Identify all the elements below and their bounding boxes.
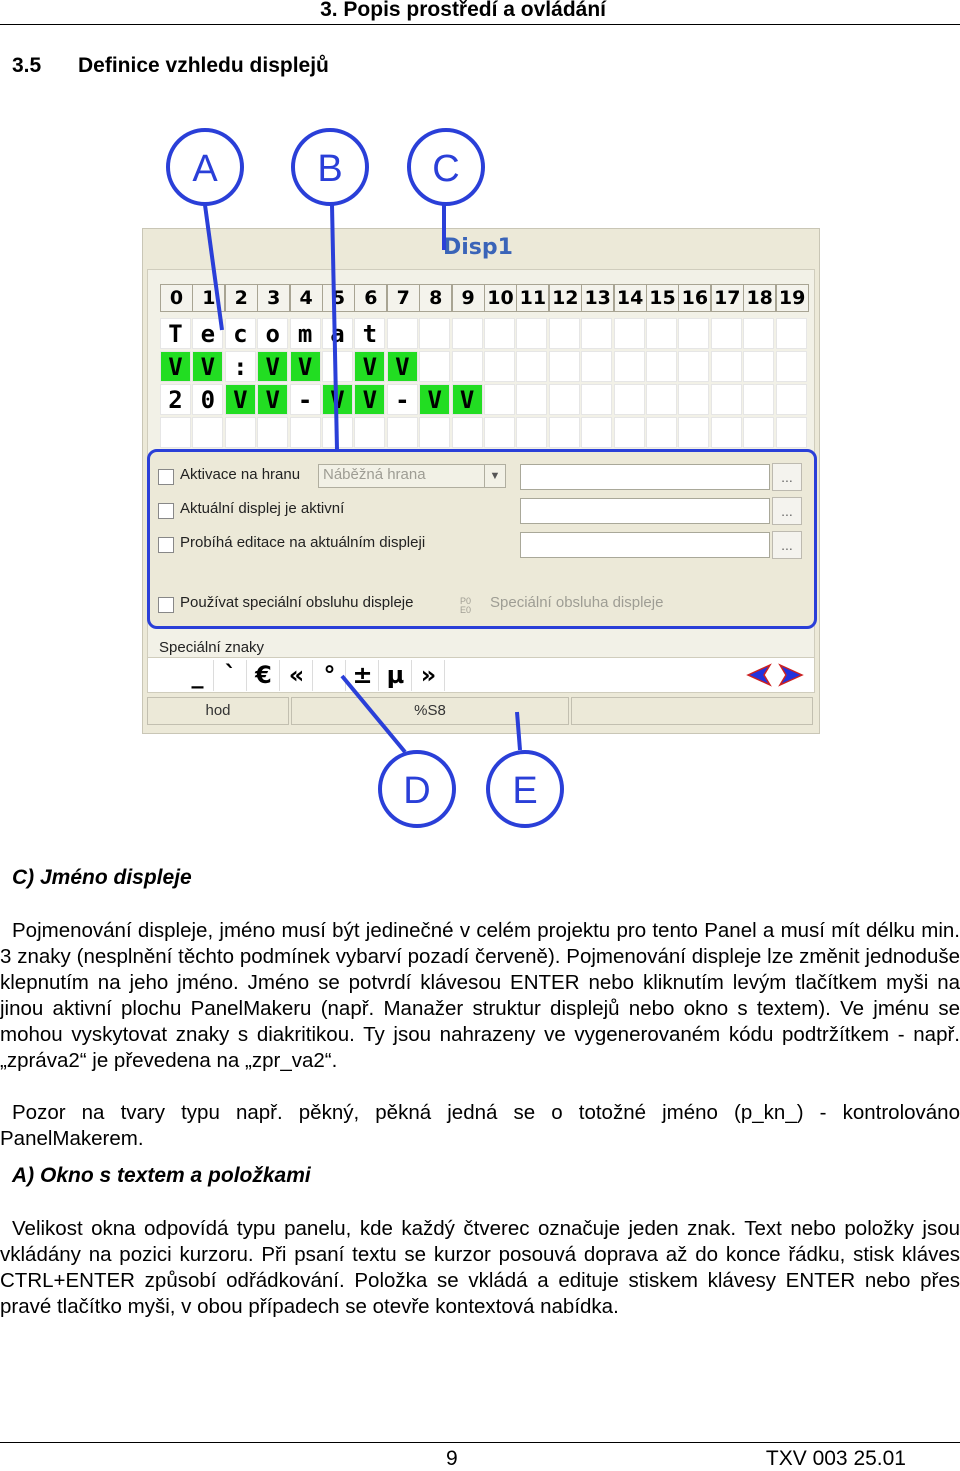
section-title: Definice vzhledu displejů — [78, 54, 329, 77]
callout-d-label: D — [403, 770, 431, 812]
grid-cell[interactable]: V — [419, 384, 450, 415]
grid-cell[interactable]: : — [225, 351, 256, 382]
column-index: 6 — [354, 284, 387, 312]
edge-activation-label: Aktivace na hranu — [180, 466, 301, 483]
grid-cell[interactable]: - — [387, 384, 418, 415]
heading-display-name: C) Jméno displeje — [12, 866, 192, 889]
column-index: 7 — [387, 284, 420, 312]
column-index: 5 — [322, 284, 355, 312]
callout-e-pointer — [517, 712, 520, 750]
special-char-button[interactable]: « — [281, 660, 313, 691]
special-chars-label: Speciální znaky — [159, 639, 265, 656]
callout-e-label: E — [512, 770, 538, 812]
heading-text-window: A) Okno s textem a položkami — [12, 1164, 311, 1187]
special-handler-label[interactable]: Speciální obsluha displeje — [490, 594, 664, 611]
column-index: 10 — [484, 284, 517, 312]
special-char-button[interactable]: µ — [380, 660, 412, 691]
special-char-button[interactable]: ° — [314, 660, 346, 691]
status-item: %S8 — [291, 697, 569, 725]
column-index: 2 — [225, 284, 258, 312]
footer-rule — [0, 1442, 960, 1443]
edge-browse-button[interactable]: ... — [772, 463, 802, 491]
document-id: TXV 003 25.01 — [765, 1447, 906, 1470]
callout-d-pointer — [342, 676, 405, 752]
column-index: 12 — [549, 284, 582, 312]
editing-browse-button[interactable]: ... — [772, 531, 802, 559]
column-index: 1 — [192, 284, 225, 312]
grid-cell[interactable]: V — [354, 351, 385, 382]
callout-b-label: B — [317, 148, 343, 190]
column-index: 11 — [516, 284, 549, 312]
column-index: 19 — [776, 284, 809, 312]
grid-cell[interactable]: 2 — [160, 384, 191, 415]
grid-cell[interactable]: m — [290, 318, 321, 349]
paragraph-display-name: Pojmenování displeje, jméno musí být jedinečné v celém projektu pro tento Panel a musí mít délku min. 3 znaky (nesplnění těchto podmínek vybarví pozadí červeně). Pojmenování displeje lze změnit jednoduše klepnutím na jeho jméno. Jméno se potvrdí klávesou ENTER nebo kliknutím levým tlačítkem myši na jinou aktivní plochu PanelMakeru (např. Manažer struktur displejů nebo okno s textem). Ve jménu se mohou vyskytovat znaky s diakritikou. Ty jsou nahrazeny ve vygenerovaném kódu podtržítkem - např. „zpráva2“ je převedena na „zpr_va2“. — [0, 919, 960, 1072]
grid-cell[interactable]: V — [354, 384, 385, 415]
grid-cell[interactable]: 0 — [192, 384, 223, 415]
header-title: 3. Popis prostředí a ovládání — [320, 0, 606, 21]
grid-cell[interactable]: V — [452, 384, 483, 415]
column-index: 9 — [452, 284, 485, 312]
grid-cell[interactable]: V — [387, 351, 418, 382]
grid-cell[interactable]: V — [160, 351, 191, 382]
page-number: 9 — [446, 1447, 458, 1470]
use-special-label: Používat speciální obsluhu displeje — [180, 594, 414, 611]
callout-c-label: C — [432, 148, 460, 190]
grid-cell[interactable]: T — [160, 318, 191, 349]
grid-cell[interactable]: V — [192, 351, 223, 382]
column-index: 8 — [419, 284, 452, 312]
paragraph-caution: Pozor na tvary typu např. pěkný, pěkná jedná se o totožné jméno (p_kn_) - kontrolováno PanelMakerem. — [0, 1101, 960, 1150]
callout-a-label: A — [192, 148, 218, 190]
column-index: 16 — [678, 284, 711, 312]
grid-cell[interactable]: o — [257, 318, 288, 349]
section-number: 3.5 — [12, 54, 42, 77]
special-char-button[interactable]: _ — [182, 660, 214, 691]
column-index: 3 — [257, 284, 290, 312]
grid-cell[interactable]: V — [322, 384, 353, 415]
grid-cell[interactable]: t — [354, 318, 385, 349]
grid-cell[interactable]: V — [257, 384, 288, 415]
column-index: 18 — [743, 284, 776, 312]
special-char-button[interactable]: » — [413, 660, 445, 691]
status-hour: hod — [147, 697, 289, 725]
special-handler-icon: P0E0 — [460, 596, 472, 615]
display-name-label[interactable]: Disp1 — [443, 235, 513, 260]
chevron-down-icon[interactable]: ▼ — [484, 465, 505, 487]
special-char-button[interactable]: ` — [215, 660, 247, 691]
callout-b-pointer — [332, 205, 337, 450]
grid-cell[interactable]: e — [192, 318, 223, 349]
grid-cell[interactable]: a — [322, 318, 353, 349]
editing-current-label: Probíhá editace na aktuálním displeji — [180, 534, 426, 551]
column-index: 15 — [646, 284, 679, 312]
special-char-button[interactable]: ± — [347, 660, 379, 691]
callout-a-pointer — [205, 205, 222, 330]
column-index: 13 — [581, 284, 614, 312]
current-active-label: Aktuální displej je aktivní — [180, 500, 345, 517]
grid-cell[interactable]: V — [257, 351, 288, 382]
column-index: 0 — [160, 284, 193, 312]
paragraph-text-window: Velikost okna odpovídá typu panelu, kde každý čtverec označuje jeden znak. Text nebo položky jsou vkládány na pozici kurzoru. Při psaní textu se kurzor posouvá doprava až do konce řádku, stisk kláves CTRL+ENTER způsobí odřádkování. Položka se vkládá a edituje stiskem klávesy ENTER nebo přes pravé tlačítko myši, v obou případech se otevře kontextová nabídka. — [0, 1217, 960, 1318]
edge-combo-value: Náběžná hrana — [323, 466, 426, 483]
grid-cell[interactable]: - — [290, 384, 321, 415]
column-index: 17 — [711, 284, 744, 312]
grid-cell[interactable]: V — [290, 351, 321, 382]
special-char-button[interactable]: € — [248, 660, 280, 691]
active-browse-button[interactable]: ... — [772, 497, 802, 525]
grid-cell[interactable]: V — [225, 384, 256, 415]
column-index: 14 — [614, 284, 647, 312]
grid-cell[interactable]: c — [225, 318, 256, 349]
column-index: 4 — [290, 284, 323, 312]
